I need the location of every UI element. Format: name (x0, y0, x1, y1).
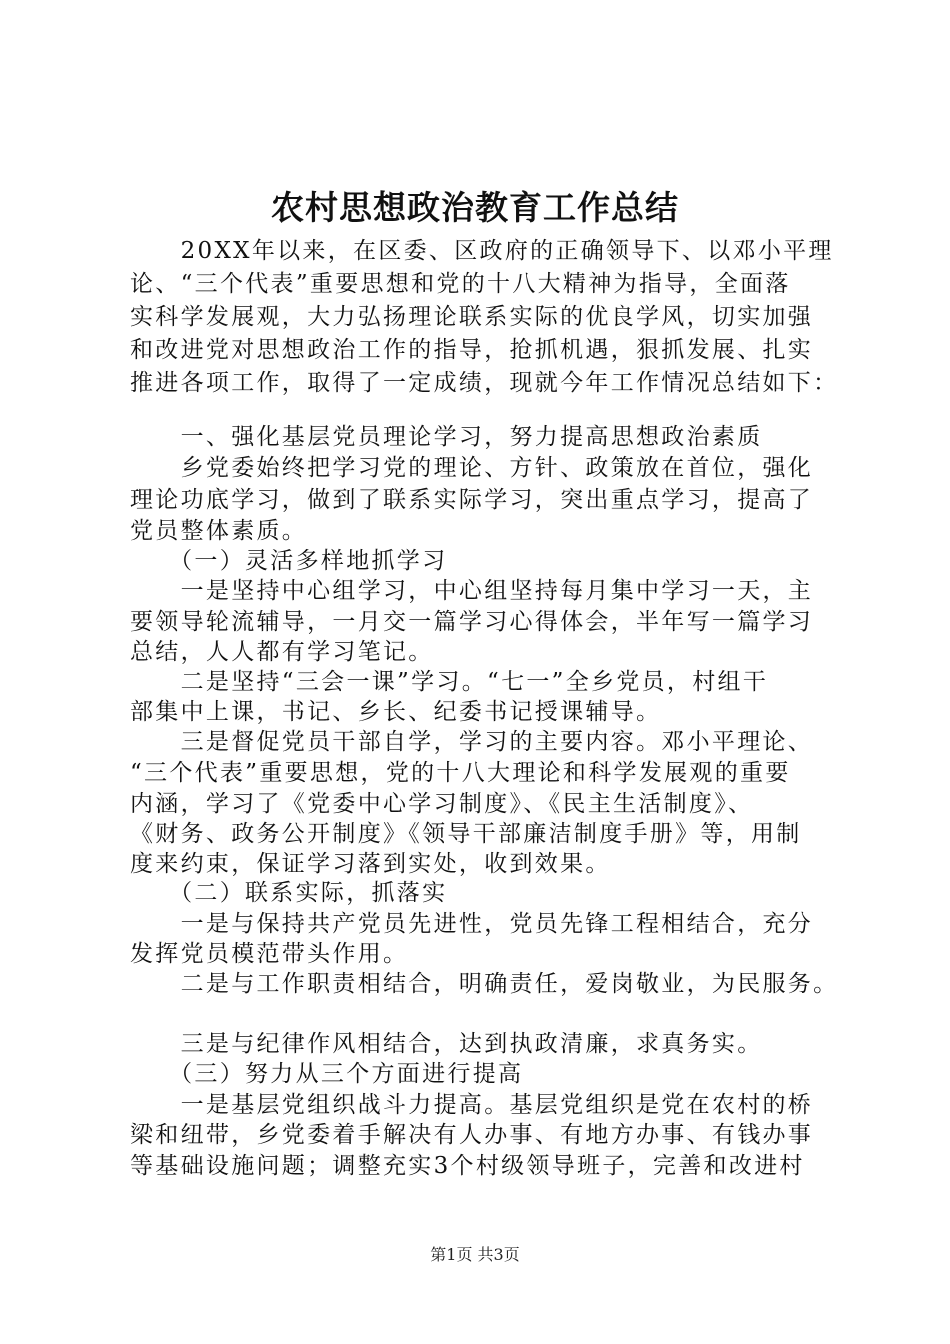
paragraph-line: 总结，人人都有学习笔记。 (130, 639, 434, 665)
paragraph-line: 要领导轮流辅导，一月交一篇学习心得体会，半年写一篇学习 (130, 609, 814, 635)
paragraph-line: 梁和纽带，乡党委着手解决有人办事、有地方办事、有钱办事 (130, 1122, 814, 1148)
paragraph-line: 20XX年以来，在区委、区政府的正确领导下、以邓小平理 (130, 238, 834, 264)
paragraph-line: 一是与保持共产党员先进性，党员先锋工程相结合，充分 (130, 911, 814, 937)
paragraph-line: 推进各项工作，取得了一定成绩，现就今年工作情况总结如下： (130, 370, 839, 396)
paragraph-line: 内涵，学习了《党委中心学习制度》、《民主生活制度》、 (130, 791, 754, 817)
paragraph-line: 一是坚持中心组学习，中心组坚持每月集中学习一天，主 (130, 578, 814, 604)
paragraph-line: 党员整体素质。 (130, 518, 308, 544)
paragraph-line: 一是基层党组织战斗力提高。基层党组织是党在农村的桥 (130, 1092, 814, 1118)
paragraph-line: 三是督促党员干部自学，学习的主要内容。邓小平理论、 (130, 729, 814, 755)
paragraph-line: 乡党委始终把学习党的理论、方针、政策放在首位，强化 (130, 455, 814, 481)
page-number-footer: 第1页 共3页 (430, 1245, 520, 1264)
paragraph-line: 二是坚持“三会一课”学习。“七一”全乡党员，村组干 (130, 669, 769, 695)
paragraph-line: 发挥党员模范带头作用。 (130, 941, 409, 967)
document-title: 农村思想政治教育工作总结 (271, 188, 679, 227)
subsection-heading: （二）联系实际，抓落实 (130, 880, 448, 906)
paragraph-line: 和改进党对思想政治工作的指导，抢抓机遇，狠抓发展、扎实 (130, 337, 814, 363)
paragraph-line: “三个代表”重要思想，党的十八大理论和科学发展观的重要 (130, 760, 791, 786)
subsection-heading: （三）努力从三个方面进行提高 (130, 1061, 524, 1087)
paragraph-line: 二是与工作职责相结合，明确责任，爱岗敬业，为民服务。 (130, 971, 839, 997)
paragraph-line: 三是与纪律作风相结合，达到执政清廉，求真务实。 (130, 1031, 763, 1057)
paragraph-line: 论、“三个代表”重要思想和党的十八大精神为指导，全面落 (130, 271, 791, 297)
paragraph-line: 等基础设施问题；调整充实3个村级领导班子，完善和改进村 (130, 1153, 805, 1179)
paragraph-line: 《财务、政务公开制度》《领导干部廉洁制度手册》等，用制 (130, 821, 802, 847)
subsection-heading: （一）灵活多样地抓学习 (130, 548, 448, 574)
paragraph-line: 理论功底学习，做到了联系实际学习，突出重点学习，提高了 (130, 487, 814, 513)
paragraph-line: 度来约束，保证学习落到实处，收到效果。 (130, 851, 611, 877)
paragraph-line: 部集中上课，书记、乡长、纪委书记授课辅导。 (130, 699, 662, 725)
paragraph-line: 实科学发展观，大力弘扬理论联系实际的优良学风，切实加强 (130, 304, 814, 330)
section-heading: 一、强化基层党员理论学习，努力提高思想政治素质 (130, 424, 763, 450)
